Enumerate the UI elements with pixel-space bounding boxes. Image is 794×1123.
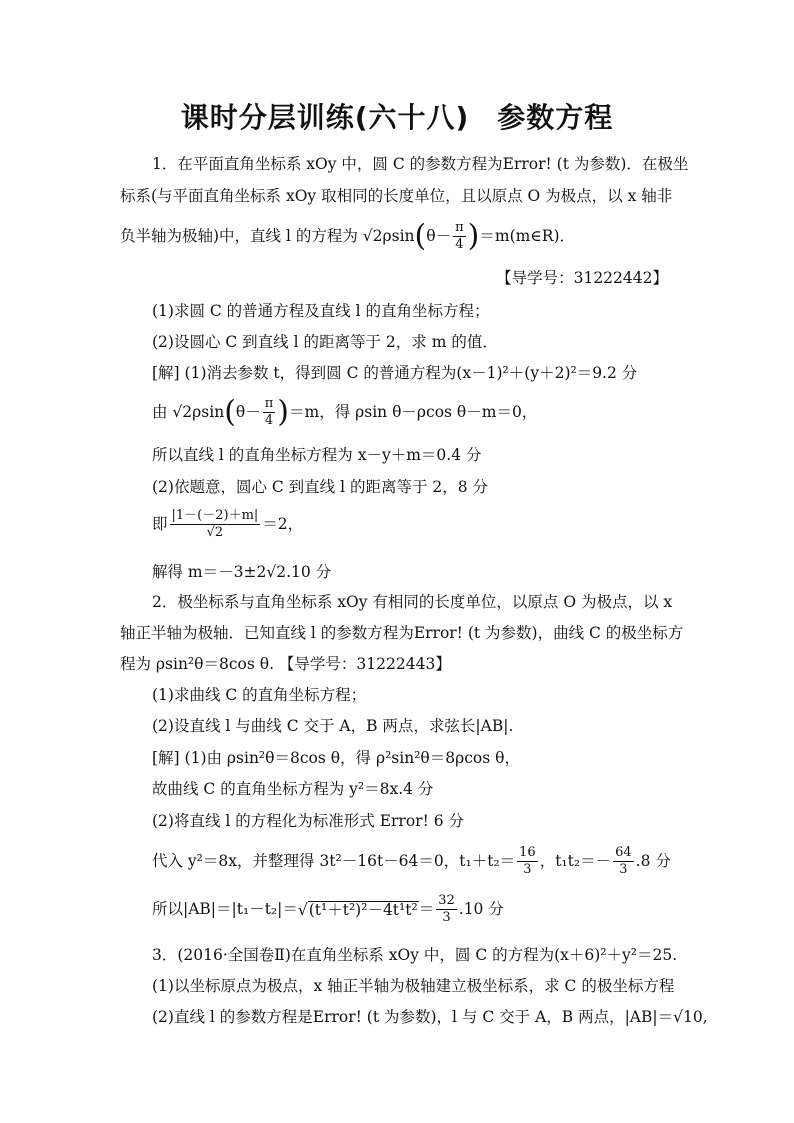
product-fraction: $\frac{64}{3}$ [615, 845, 632, 877]
q1-solution-line4: (2)依题意，圆心 C 到直线 l 的距离等于 2，8 分 [152, 478, 489, 496]
q2-line2: 轴正半轴为极轴．已知直线 l 的参数方程为Error! (t 为参数)，曲线 C 的极坐标方 [120, 624, 684, 642]
q2-line3: 程为 ρsin²θ＝8cos θ. 【导学号：31222443】 [120, 655, 451, 673]
pi-over-4-fraction: $\frac{\pi}{4}$ [455, 220, 464, 252]
ab-length-fraction: $\frac{32}{3}$ [438, 893, 455, 925]
q2-line1: 2．极坐标系与直角坐标系 xOy 有相同的长度单位，以原点 O 为极点，以 x [152, 593, 673, 611]
title-main: 课时分层训练(六十八) [180, 101, 470, 134]
q1-solution-line6: 解得 m＝－3±2√2.10 分 [152, 563, 332, 581]
q1-solution-line1: [解] (1)消去参数 t，得到圆 C 的普通方程为(x－1)²＋(y＋2)²＝9.2 分 [152, 364, 638, 382]
sum-fraction: $\frac{16}{3}$ [519, 845, 536, 877]
q3-part2: (2)直线 l 的参数方程是Error! (t 为参数)，l 与 C 交于 A，B 两点，|AB|＝√10, [152, 1008, 708, 1026]
q1-line1: 1．在平面直角坐标系 xOy 中，圆 C 的参数方程为Error! (t 为参数)．在极坐 [152, 155, 689, 173]
solution-tag: [解] [152, 749, 180, 767]
q1-line3-a: 负半轴为极轴)中，直线 l 的方程为 √2ρsin [120, 226, 415, 245]
q2-solution-line1: [解] (1)由 ρsin²θ＝8cos θ，得 ρ²sin²θ＝8ρcos θ， [152, 749, 520, 767]
paren-open: ( [414, 218, 427, 254]
q2-solution-line3: (2)将直线 l 的方程化为标准形式 Error! 6 分 [152, 812, 465, 830]
q1-line3-theta: θ－ [426, 226, 452, 245]
q1-solution-line2: 由 √2ρsin(θ－ $\frac{\pi}{4}$ )＝m，得 ρsin θ－ρcos θ－m＝0， [152, 394, 538, 430]
q2-part1: (1)求曲线 C 的直角坐标方程； [152, 686, 367, 704]
q1-solution-line5: 即 $\frac{|1-(-2)+m|}{√2}$ ＝2， [152, 508, 304, 540]
q1-solution-line3: 所以直线 l 的直角坐标方程为 x－y＋m＝0.4 分 [152, 446, 482, 464]
q2-solution-line2: 故曲线 C 的直角坐标方程为 y²＝8x.4 分 [152, 780, 434, 798]
q1-line3 [120, 220, 575, 253]
q3-part1: (1)以坐标原点为极点，x 轴正半轴为极轴建立极坐标系，求 C 的极坐标方程 [152, 977, 675, 995]
q2-solution-line4: 代入 y²＝8x，并整理得 3t²－16t－64＝0，t₁＋t₂＝ $\frac{16}{3}$ ，t₁t₂＝－ $\frac{64}{3}$ .8 分 [152, 845, 671, 877]
sqrt-expression: (t¹＋t²)²－4t¹t² [308, 900, 418, 919]
q1-reference-number: 【导学号：31222442】 [496, 269, 668, 287]
pi-over-4-fraction: $\frac{\pi}{4}$ [264, 396, 274, 428]
title-sub: 参数方程 [497, 101, 614, 134]
distance-fraction: $\frac{|1-(-2)+m|}{√2}$ [171, 508, 259, 540]
q1-line3-b: ＝m(m∈R)． [479, 226, 576, 245]
q1-line2: 标系(与平面直角坐标系 xOy 取相同的长度单位，且以原点 O 为极点，以 x 轴非 [120, 187, 673, 205]
paren-close: ) [467, 218, 480, 254]
q2-part2: (2)设直线 l 与曲线 C 交于 A，B 两点，求弦长|AB|. [152, 717, 514, 735]
q1-part1: (1)求圆 C 的普通方程及直线 l 的直角坐标方程； [152, 302, 490, 320]
q1-part2: (2)设圆心 C 到直线 l 的距离等于 2，求 m 的值． [152, 333, 498, 351]
solution-tag: [解] [152, 364, 180, 382]
q2-solution-line5: 所以|AB|＝|t₁－t₂|＝√(t¹＋t²)²－4t¹t²＝ $\frac{32}{3}$ .10 分 [152, 893, 504, 925]
page-title [0, 96, 794, 136]
q3-line1: 3．(2016·全国卷Ⅱ)在直角坐标系 xOy 中，圆 C 的方程为(x＋6)²＋y²＝25. [152, 946, 678, 964]
